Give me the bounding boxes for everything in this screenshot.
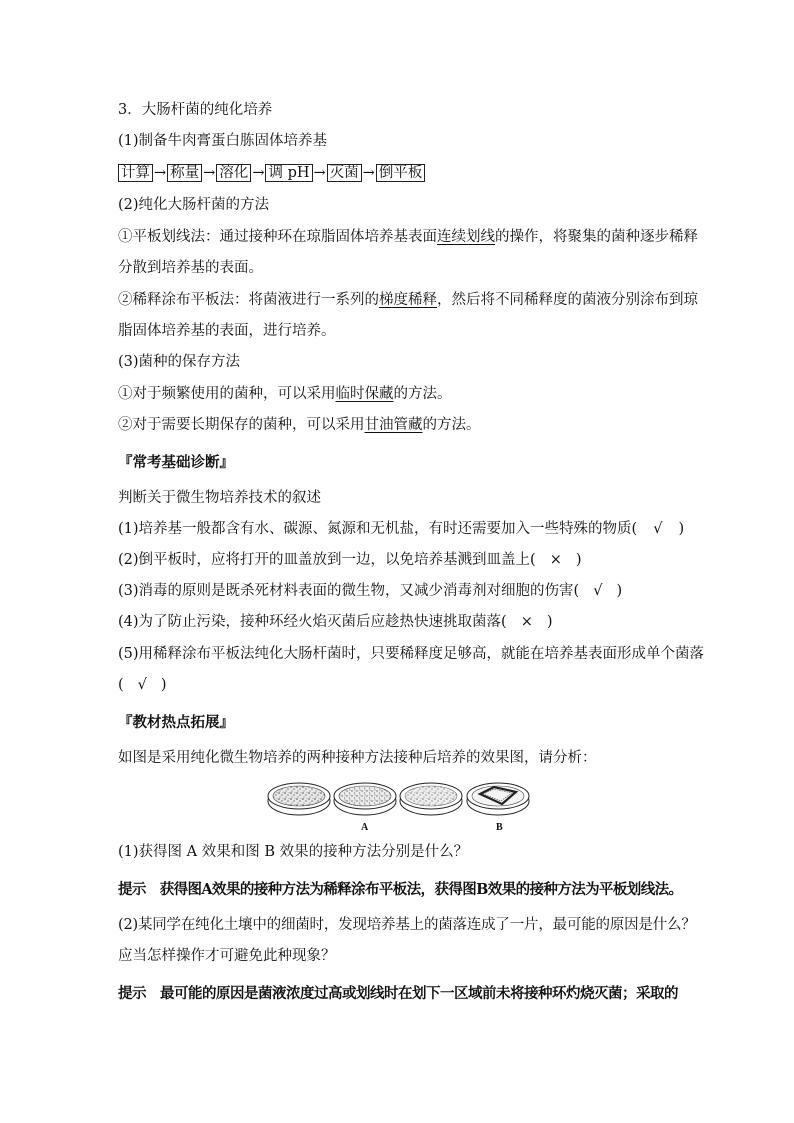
text-run: ②对于需要长期保存的菌种，可以采用	[118, 417, 365, 433]
figure-label-a: A	[361, 822, 369, 833]
question-1: (1)获得图 A 效果和图 B 效果的接种方法分别是什么？	[118, 844, 469, 860]
flow-arrow: →	[362, 165, 375, 181]
diagnosis-item	[118, 581, 622, 601]
item-text: (1)培养基一般都含有水、碳源、氮源和无机盐，有时还需要加入一些特殊的物质(	[118, 521, 638, 537]
key-term: 连续划线	[437, 229, 495, 245]
check-mark: √	[593, 583, 603, 599]
flow-arrow: →	[154, 165, 167, 181]
flow-arrow: →	[252, 165, 265, 181]
text-run: 的方法。	[422, 417, 481, 433]
step-box: 调 pH	[265, 164, 312, 182]
procedure-flow	[118, 163, 425, 183]
section-title: 3．大肠杆菌的纯化培养	[118, 102, 273, 118]
method-streak	[118, 227, 698, 247]
dish-2	[334, 783, 396, 815]
flow-arrow: →	[313, 165, 326, 181]
dish-3	[400, 783, 462, 815]
paren: )	[678, 521, 685, 537]
dish-4-streak	[467, 783, 529, 815]
paren: )	[546, 614, 553, 630]
figure-label-b: B	[496, 822, 503, 833]
paren: )	[160, 677, 167, 693]
storage-temporary	[118, 384, 452, 404]
check-mark: √	[137, 677, 147, 693]
diagnosis-heading: 『常考基础诊断』	[118, 454, 234, 471]
method-streak-cont: 分散到培养基的表面。	[118, 260, 263, 276]
step-box: 灭菌	[327, 164, 362, 182]
key-term: 临时保藏	[335, 386, 394, 402]
key-term: 甘油管藏	[364, 417, 423, 433]
petri-dish-figure	[266, 774, 532, 822]
step-box: 称量	[167, 164, 202, 182]
storage-longterm	[118, 415, 481, 435]
diagnosis-item-cont	[118, 675, 167, 695]
method-spread	[118, 290, 698, 310]
item-text: (2)倒平板时，应将打开的皿盖放到一边，以免培养基溅到皿盖上(	[118, 552, 536, 568]
dish-1	[268, 783, 330, 815]
answer-1: 提示 获得图A效果的接种方法为稀释涂布平板法，获得图B效果的接种方法为平板划线法。	[118, 881, 683, 898]
answer-2: 提示 最可能的原因是菌液浓度过高或划线时在划下一区域前未将接种环灼烧灭菌；采取的	[118, 985, 678, 1002]
diagnosis-item	[118, 612, 553, 632]
diagnosis-item	[118, 519, 684, 539]
text-run: ①平板划线法：通过接种环在琼脂固体培养基表面	[118, 229, 437, 245]
paren: (	[118, 677, 124, 693]
diagnosis-item: (5)用稀释涂布平板法纯化大肠杆菌时，只要稀释度足够高，就能在培养基表面形成单个菌落	[118, 646, 705, 662]
step-box: 溶化	[216, 164, 251, 182]
diagnosis-item	[118, 550, 582, 570]
flow-arrow: →	[203, 165, 216, 181]
subheading-purification: (2)纯化大肠杆菌的方法	[118, 197, 270, 213]
text-run: 的方法。	[393, 386, 452, 402]
paren: )	[575, 552, 582, 568]
question-2: (2)某同学在纯化土壤中的细菌时，发现培养基上的菌落连成了一片，最可能的原因是什么？	[118, 917, 696, 933]
text-run: ②稀释涂布平板法：将菌液进行一系列的	[118, 292, 379, 308]
step-box: 计算	[118, 164, 153, 182]
check-mark: √	[653, 521, 663, 537]
extension-intro: 如图是采用纯化微生物培养的两种接种方法接种后培养的效果图，请分析：	[118, 750, 597, 766]
method-spread-cont: 脂固体培养基的表面，进行培养。	[118, 323, 336, 339]
subheading-medium-prep: (1)制备牛肉膏蛋白胨固体培养基	[118, 133, 328, 149]
item-text: (3)消毒的原则是既杀死材料表面的微生物，又减少消毒剂对细胞的伤害(	[118, 583, 580, 599]
subheading-storage: (3)菌种的保存方法	[118, 354, 241, 370]
item-text: (4)为了防止污染，接种环经火焰灭菌后应趁热快速挑取菌落(	[118, 614, 507, 630]
text-run: ，然后将不同稀释度的菌液分别涂布到琼	[437, 292, 698, 308]
extension-heading: 『教材热点拓展』	[118, 714, 234, 731]
cross-mark: ×	[549, 552, 562, 568]
text-run: ①对于频繁使用的菌种，可以采用	[118, 386, 336, 402]
diagnosis-intro: 判断关于微生物培养技术的叙述	[118, 490, 321, 506]
question-2-cont: 应当怎样操作才可避免此种现象？	[118, 948, 336, 964]
paren: )	[616, 583, 623, 599]
step-box: 倒平板	[376, 164, 426, 182]
cross-mark: ×	[520, 614, 533, 630]
text-run: 的操作，将聚集的菌种逐步稀释	[495, 229, 698, 245]
key-term: 梯度稀释	[379, 292, 437, 308]
